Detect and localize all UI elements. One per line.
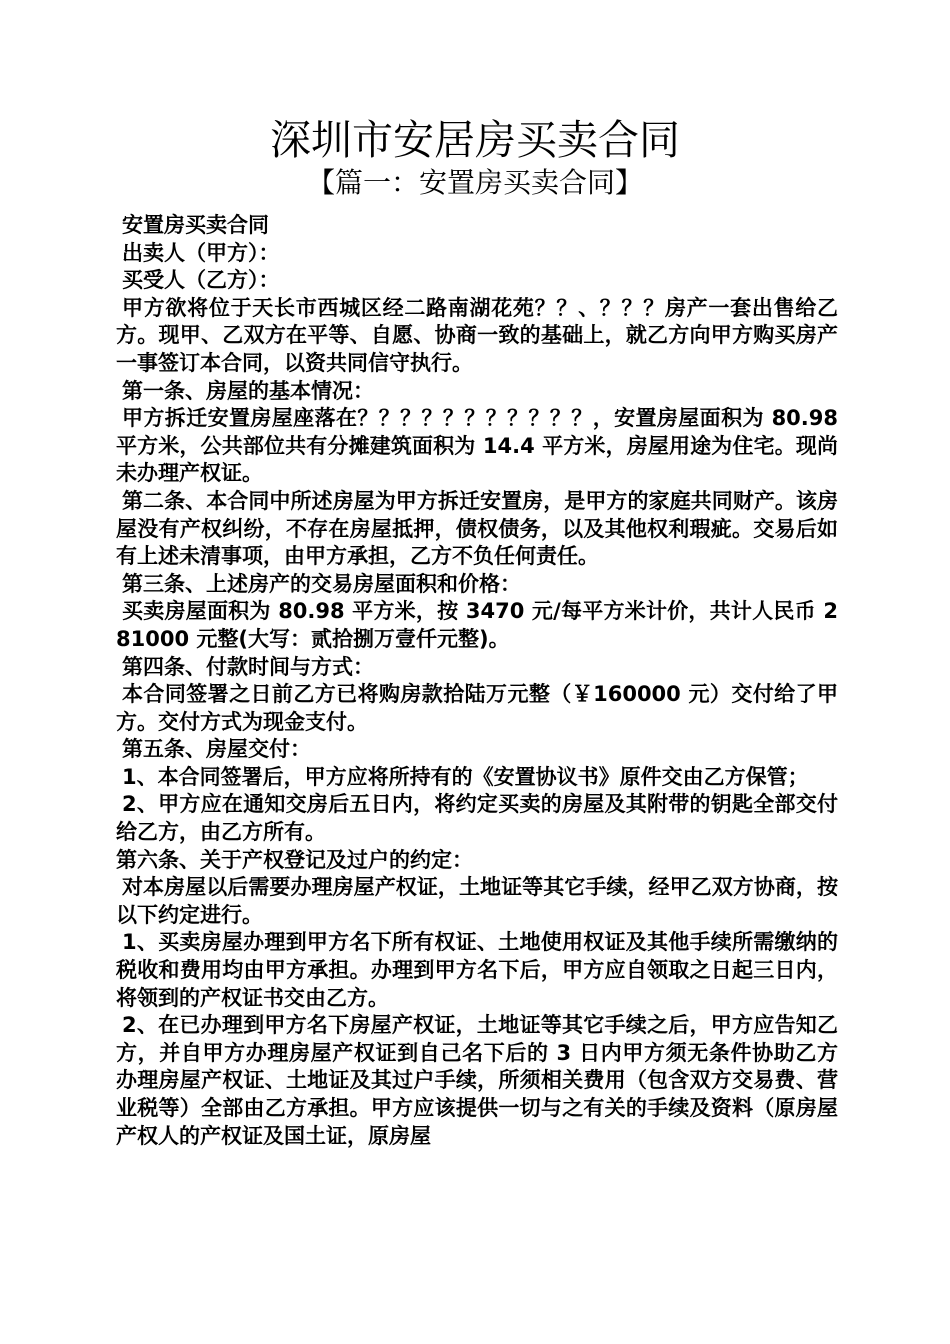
- article-1-body: 甲方拆迁安置房屋座落在？？？？？？？？？？？，安置房屋面积为 80.98 平方米，公共部位共有分摊建筑面积为 14.4 平方米，房屋用途为住宅。现尚未办理产权证。: [116, 406, 838, 486]
- paragraph-seller: 出卖人（甲方）：: [122, 240, 280, 265]
- article-5-item-1: 1、本合同签署后，甲方应将所持有的《安置协议书》原件交由乙方保管；: [122, 764, 809, 789]
- paragraph-buyer: 买受人（乙方）：: [122, 268, 280, 293]
- paragraph-intro: 甲方欲将位于天长市西城区经二路南湖花苑？？、？？？房产一套出售给乙方。现甲、乙双方在平等、自愿、协商一致的基础上，就乙方向甲方购买房产一事签订本合同，以资共同信守执行。: [116, 295, 838, 375]
- article-5-item-2: 2、甲方应在通知交房后五日内，将约定买卖的房屋及其附带的钥匙全部交付给乙方，由乙方所有。: [116, 792, 838, 845]
- article-4-heading: 第四条、付款时间与方式：: [122, 654, 374, 679]
- document-subtitle: 【篇一：安置房买卖合同】: [306, 166, 643, 199]
- article-6-item-2: 2、在已办理到甲方名下房屋产权证，土地证等其它手续之后，甲方应告知乙方，并自甲方办理房屋产权证到自己名下后的 3 日内甲方须无条件协助乙方办理房屋产权证、土地证及其过户手续，所须相关费用（包含双方交易费、营业税等）全部由乙方承担。甲方应该提供一切与之有关的手续及资料（原房屋产权人的产权证及国土证，原房屋: [116, 1013, 838, 1148]
- article-6-intro: 对本房屋以后需要办理房屋产权证，土地证等其它手续，经甲乙双方协商，按以下约定进行。: [116, 875, 838, 927]
- article-6-heading: 第六条、关于产权登记及过户的约定：: [116, 847, 473, 872]
- article-5-heading: 第五条、房屋交付：: [122, 737, 311, 762]
- article-2: 第二条、本合同中所述房屋为甲方拆迁安置房，是甲方的家庭共同财产。该房屋没有产权纠纷，不存在房屋抵押，债权债务，以及其他权利瑕疵。交易后如有上述未清事项，由甲方承担，乙方不负任何责任。: [116, 488, 838, 569]
- document-title: 深圳市安居房买卖合同: [270, 116, 680, 164]
- article-3-body: 买卖房屋面积为 80.98 平方米，按 3470 元/每平方米计价，共计人民币 281000 元整(大写：贰拾捌万壹仟元整)。: [116, 599, 838, 651]
- article-3-heading: 第三条、上述房产的交易房屋面积和价格：: [122, 571, 521, 596]
- paragraph-heading: 安置房买卖合同: [122, 213, 269, 237]
- document-body: [116, 212, 838, 1150]
- article-4-body: 本合同签署之日前乙方已将购房款拾陆万元整（￥160000 元）交付给了甲方。交付方式为现金支付。: [116, 682, 838, 734]
- article-6-item-1: 1、买卖房屋办理到甲方名下所有权证、土地使用权证及其他手续所需缴纳的税收和费用均由甲方承担。办理到甲方名下后，甲方应自领取之日起三日内，将领到的产权证书交由乙方。: [116, 930, 838, 1010]
- article-1-heading: 第一条、房屋的基本情况：: [122, 378, 374, 403]
